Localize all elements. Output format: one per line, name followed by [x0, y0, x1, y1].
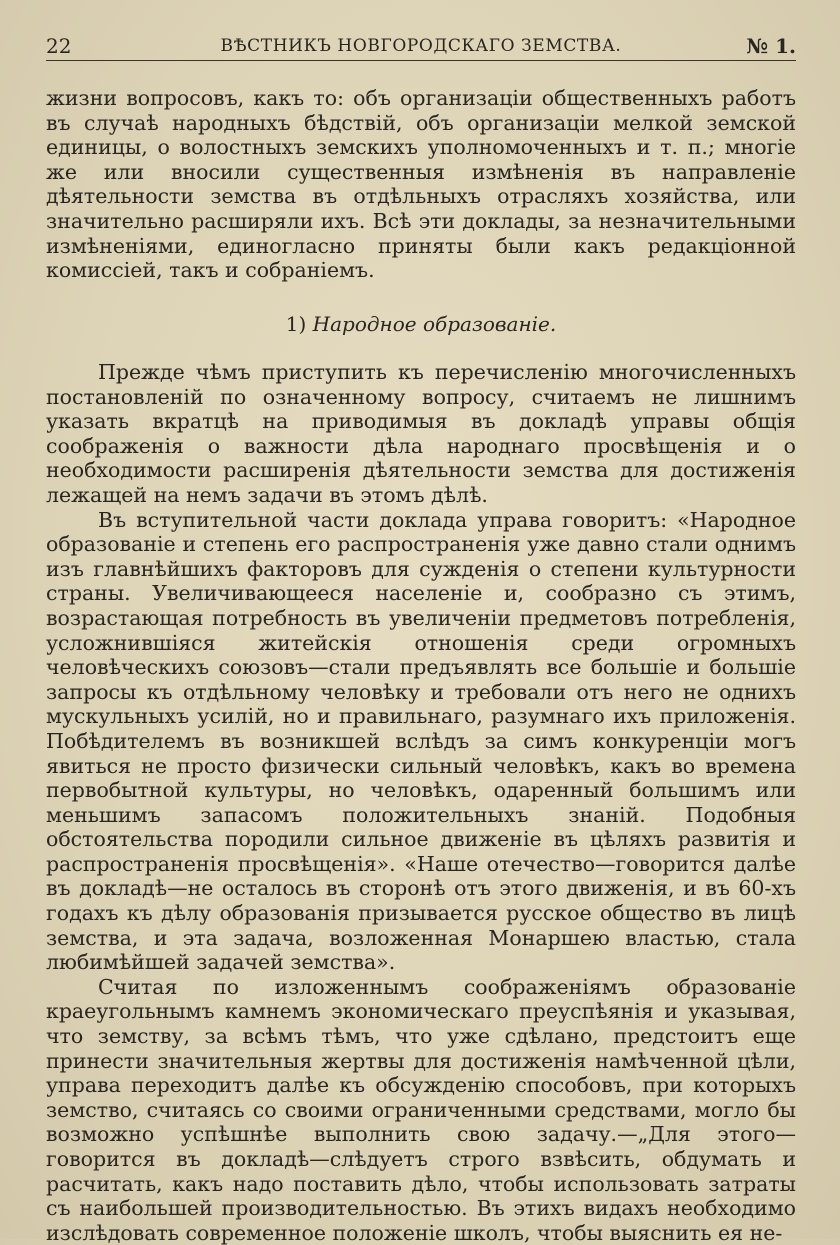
section-heading	[46, 312, 796, 336]
running-header	[46, 30, 796, 61]
section-number: 1)	[285, 312, 307, 336]
section-title: Народное образованіе.	[312, 312, 557, 336]
paragraph-1: Прежде чѣмъ приступить къ перечисленію многочисленныхъ постановленій по означенному вопросу, считаемъ не лишнимъ указать вкратцѣ на приводимыя въ докладѣ управы общія соображенія о важности дѣла народнаго просвѣщенія и о необходимости расширенія дѣятельности земства для достиженія лежащей на немъ задачи въ этомъ дѣлѣ.	[46, 360, 796, 507]
journal-title: ВѢСТНИКЪ НОВГОРОДСКАГО ЗЕМСТВА.	[220, 36, 622, 56]
intro-paragraph: жизни вопросовъ, какъ то: объ организаціи общественныхъ работъ въ случаѣ народныхъ бѣдствій, объ организаціи мелкой земской единицы, о волостныхъ земскихъ уполномоченныхъ и т. п.; многіе же или вносили существенныя измѣненія въ направленіе дѣятельности земства въ отдѣльныхъ отрасляхъ хозяйства, или значительно расширяли ихъ. Всѣ эти доклады, за незначительными измѣненіями, единогласно приняты были какъ редакціонной комиссіей, такъ и собраніемъ.	[46, 86, 796, 283]
main-text	[46, 360, 796, 1245]
paragraph-3: Считая по изложеннымъ соображеніямъ образованіе краеугольнымъ камнемъ экономическаго преуспѣянія и указывая, что земству, за всѣмъ тѣмъ, что уже сдѣлано, предстоитъ еще принести значительныя жертвы для достиженія намѣченной цѣли, управа переходитъ далѣе къ обсужденію способовъ, при которыхъ земство, считаясь со своими ограниченными средствами, могло бы возможно успѣшнѣе выполнить свою задачу.—„Для этого—говорится въ докладѣ—слѣдуетъ строго взвѣсить, обдумать и расчитать, какъ надо поставить дѣло, чтобы использовать затраты съ наибольшей производительностью. Въ этихъ видахъ необходимо изслѣдовать современное положеніе школъ, чтобы выяснить ея не-	[46, 974, 796, 1245]
issue-number: № 1.	[746, 34, 796, 58]
intro-text	[46, 86, 796, 283]
page-number: 22	[46, 34, 72, 58]
paragraph-2: Въ вступительной части доклада управа говоритъ: «Народное образованіе и степень его распространенія уже давно стали однимъ изъ главнѣйшихъ факторовъ для сужденія о степени культурности страны. Увеличивающееся населеніе и, сообразно съ этимъ, возрастающая потребность въ увеличеніи предметовъ потребленія, усложнившіяся житейскія отношенія среди огромныхъ человѣческихъ союзовъ—стали предъявлять все большіе и большіе запросы къ отдѣльному человѣку и требовали отъ него не однихъ мускульныхъ усилій, но и правильнаго, разумнаго ихъ приложенія. Побѣдителемъ въ возникшей вслѣдъ за симъ конкуренціи могъ явиться не просто физически сильный человѣкъ, какъ во времена первобытной культуры, но человѣкъ, одаренный большимъ или меньшимъ запасомъ положительныхъ знаній. Подобныя обстоятельства породили сильное движеніе въ цѣляхъ развитія и распространенія просвѣщенія». «Наше отечество—говорится далѣе въ докладѣ—не осталось въ сторонѣ отъ этого движенія, и въ 60-хъ годахъ къ дѣлу образованія призывается русское общество въ лицѣ земства, и эта задача, возложенная Монаршею властью, стала любимѣйшей задачей земства».	[46, 507, 796, 975]
